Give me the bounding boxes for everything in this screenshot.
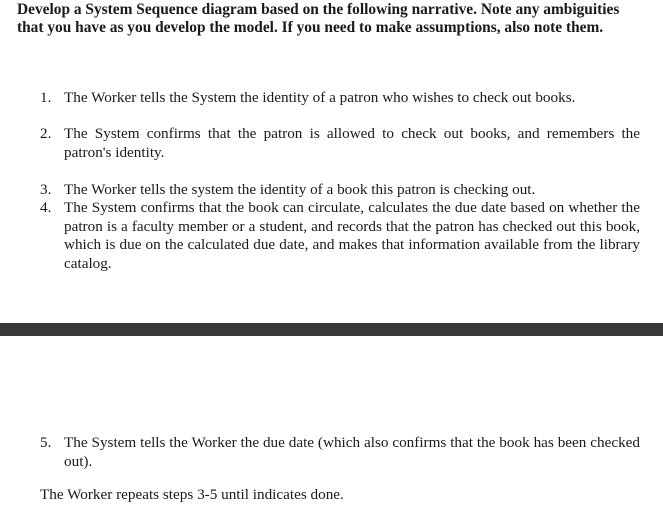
step-text: The System confirms that the patron is allowed to check out books, and remembers the patron's identity. (64, 125, 640, 161)
list-item-step-4 (40, 199, 640, 273)
list-item-step-5 (40, 434, 640, 471)
step-text: The Worker tells the system the identity of a book this patron is checking out. (64, 181, 536, 198)
step-text: The System confirms that the book can circulate, calculates the due date based on whether the patron is a faculty member or a student, and records that the patron has checked out this book, which is due on the calculated due date, and makes that information available from the library catalog. (64, 199, 640, 272)
document-heading: Develop a System Sequence diagram based on the following narrative. Note any ambiguities that you have as you develop the model. If you need to make assumptions, also note them. (17, 1, 620, 36)
list-item-step-1 (40, 89, 640, 108)
list-item-step-2 (40, 125, 640, 162)
step-number: 3. (40, 181, 52, 198)
step-text: The Worker tells the System the identity of a patron who wishes to check out books. (64, 89, 576, 106)
step-number: 4. (40, 199, 52, 216)
list-item-step-3 (40, 181, 640, 200)
step-number: 1. (40, 89, 52, 106)
step-text: The System tells the Worker the due date (which also confirms that the book has been checked out). (64, 434, 640, 470)
page-divider-bar (0, 323, 663, 336)
step-number: 2. (40, 125, 52, 142)
closing-paragraph: The Worker repeats steps 3-5 until indicates done. (40, 486, 344, 503)
step-number: 5. (40, 434, 52, 451)
